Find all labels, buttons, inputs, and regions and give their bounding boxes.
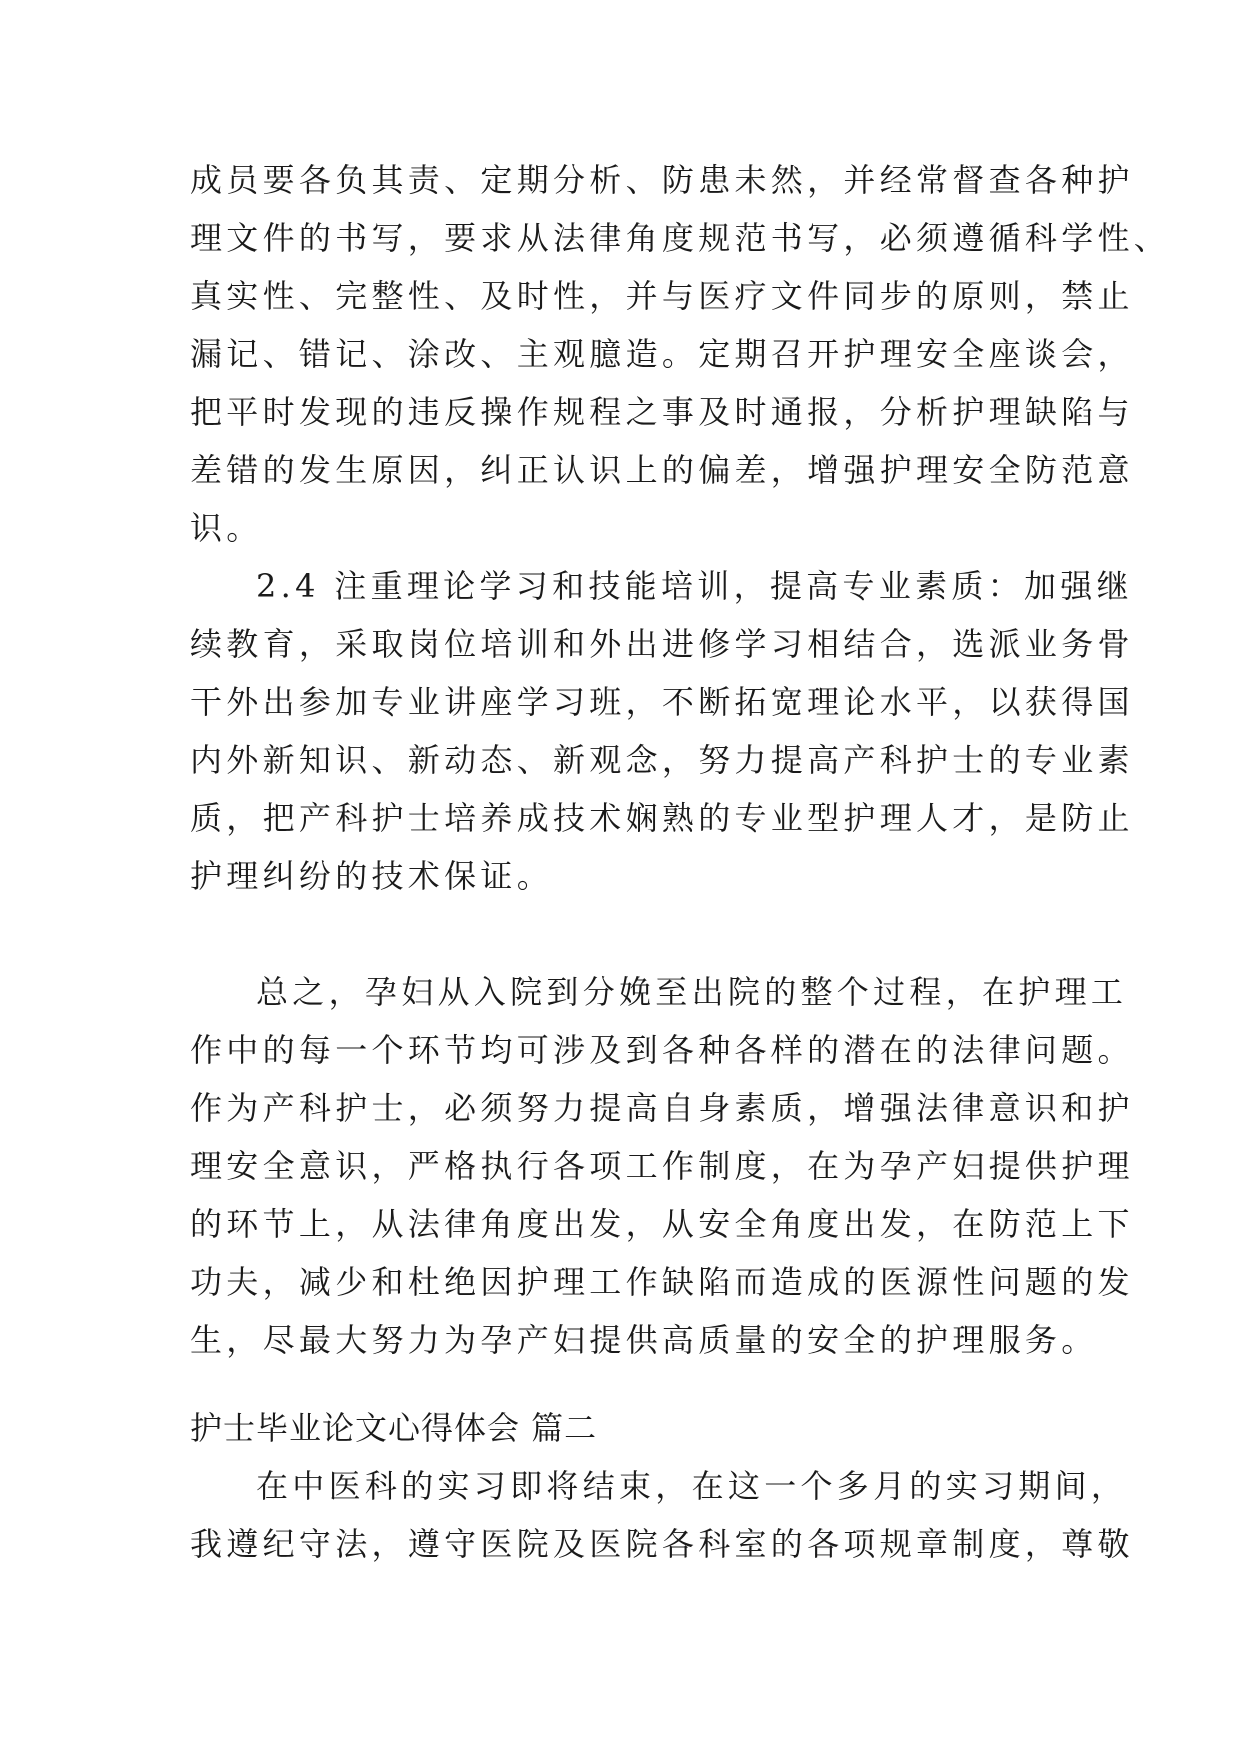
paragraph-line: 作为产科护士，必须努力提高自身素质，增强法律意识和护: [190, 1089, 1134, 1127]
paragraph-line: 总之，孕妇从入院到分娩至出院的整个过程，在护理工: [256, 973, 1128, 1011]
paragraph-line: 功夫，减少和杜绝因护理工作缺陷而造成的医源性问题的发: [190, 1263, 1134, 1301]
section-heading: 护士毕业论文心得体会 篇二: [190, 1409, 598, 1447]
paragraph-line: 把平时发现的违反操作规程之事及时通报，分析护理缺陷与: [190, 393, 1134, 431]
paragraph-line: 在中医科的实习即将结束，在这一个多月的实习期间，: [256, 1467, 1128, 1505]
paragraph-line: 的环节上，从法律角度出发，从安全角度出发，在防范上下: [190, 1205, 1134, 1243]
paragraph-line: 识。: [190, 509, 263, 547]
paragraph-line: 内外新知识、新动态、新观念，努力提高产科护士的专业素: [190, 741, 1134, 779]
paragraph-line: 差错的发生原因，纠正认识上的偏差，增强护理安全防范意: [190, 451, 1134, 489]
paragraph-line: 理安全意识，严格执行各项工作制度，在为孕产妇提供护理: [190, 1147, 1134, 1185]
paragraph-line: 作中的每一个环节均可涉及到各种各样的潜在的法律问题。: [190, 1031, 1134, 1069]
paragraph-line: 2.4 注重理论学习和技能培训，提高专业素质：加强继: [256, 567, 1133, 605]
paragraph-line: 理文件的书写，要求从法律角度规范书写，必须遵循科学性、: [190, 219, 1171, 257]
paragraph-line: 漏记、错记、涂改、主观臆造。定期召开护理安全座谈会，: [190, 335, 1134, 373]
paragraph-line: 干外出参加专业讲座学习班，不断拓宽理论水平，以获得国: [190, 683, 1134, 721]
paragraph-line: 生，尽最大努力为孕产妇提供高质量的安全的护理服务。: [190, 1321, 1098, 1359]
paragraph-line: 护理纠纷的技术保证。: [190, 857, 554, 895]
paragraph-line: 真实性、完整性、及时性，并与医疗文件同步的原则，禁止: [190, 277, 1134, 315]
paragraph-line: 成员要各负其责、定期分析、防患未然，并经常督查各种护: [190, 161, 1134, 199]
paragraph-line: 续教育，采取岗位培训和外出进修学习相结合，选派业务骨: [190, 625, 1134, 663]
paragraph-line: 我遵纪守法，遵守医院及医院各科室的各项规章制度，尊敬: [190, 1525, 1134, 1563]
paragraph-line: 质，把产科护士培养成技术娴熟的专业型护理人才，是防止: [190, 799, 1134, 837]
